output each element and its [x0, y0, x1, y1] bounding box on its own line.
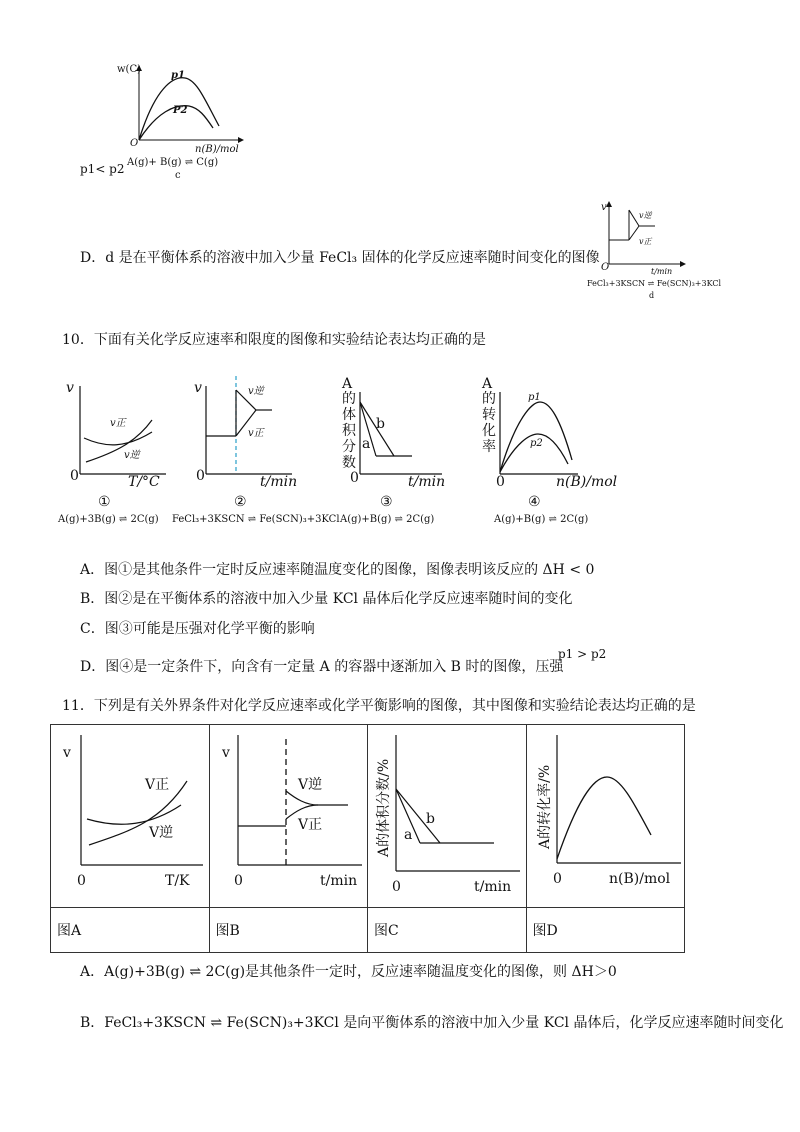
figure-b — [210, 725, 368, 903]
reaction: FeCl₃+3KSCN ⇌ Fe(SCN)₃+3KCl — [587, 279, 722, 288]
origin-label: 0 — [392, 879, 401, 895]
curve-p1 — [500, 402, 572, 472]
y-label: A的转化率/% — [536, 764, 553, 849]
v-fwd-label: V正 — [145, 777, 170, 793]
v-rev-label: v逆 — [124, 450, 140, 461]
q10-stem: 10．下面有关化学反应速率和限度的图像和实验结论表达均正确的是 — [62, 332, 486, 348]
q10-figure-4 — [476, 372, 626, 527]
q11-option-b: B．FeCl₃+3KSCN ⇌ Fe(SCN)₃+3KCl 是向平衡体系的溶液中加入少量 KCl 晶体后，化学反应速率随时间变化 — [80, 1015, 784, 1031]
y-label-char-5: 分 — [342, 439, 356, 455]
a-label: a — [362, 436, 371, 452]
a-label: a — [404, 827, 413, 843]
y-label-char-1: A — [342, 376, 353, 392]
figure-tag: d — [649, 291, 655, 300]
origin-label: 0 — [70, 468, 79, 484]
reaction: A(g)+ B(g) ⇌ C(g) — [127, 157, 219, 168]
label-figure-c: 图C — [368, 908, 527, 953]
figure-number: ③ — [380, 494, 393, 510]
x-label: t/min — [651, 267, 673, 276]
x-label: n(B)/mol — [556, 474, 618, 490]
y-label-char-2: 的 — [482, 391, 496, 407]
figure-c — [115, 58, 245, 183]
q10-option-d: D．图④是一定条件下，向含有一定量 A 的容器中逐渐加入 B 时的图像，压强 — [80, 659, 564, 675]
x-label: n(B)/mol — [195, 144, 239, 155]
x-label: n(B)/mol — [608, 871, 670, 887]
figure-d — [527, 725, 685, 903]
y-label: v — [601, 202, 607, 213]
q11-figure-table — [50, 724, 685, 953]
v-fwd-label: v正 — [639, 237, 652, 246]
label-figure-d: 图D — [526, 908, 685, 953]
v-rev-label: v逆 — [248, 386, 264, 397]
x-label: t/min — [319, 873, 357, 889]
y-label: A的体积分数/% — [376, 758, 392, 857]
reaction: A(g)+B(g) ⇌ 2C(g) — [340, 514, 435, 525]
v-fwd-label: v正 — [110, 418, 126, 429]
x-label: t/min — [474, 879, 512, 895]
y-label-char-2: 的 — [342, 391, 356, 407]
curve-conversion — [557, 777, 651, 859]
y-label-char-4: 积 — [342, 423, 356, 439]
v-fwd-label: v正 — [248, 428, 264, 439]
y-label: v — [63, 745, 71, 761]
figure-number: ② — [234, 494, 247, 510]
reaction: A(g)+B(g) ⇌ 2C(g) — [494, 514, 589, 525]
q11-stem: 11．下列是有关外界条件对化学反应速率或化学平衡影响的图像，其中图像和实验结论表达均正确的是 — [62, 698, 696, 714]
q11-option-a: A．A(g)+3B(g) ⇌ 2C(g)是其他条件一定时，反应速率随温度变化的图像，则 ΔH＞0 — [80, 964, 617, 980]
q10-figure-2 — [172, 372, 352, 527]
origin-label: 0 — [77, 873, 86, 889]
v-rev-label: v逆 — [639, 211, 652, 220]
label-figure-a: 图A — [51, 908, 210, 953]
origin-label: O — [130, 138, 139, 149]
p1-label: p1 — [171, 70, 185, 81]
q10-figure-1 — [56, 372, 176, 527]
x-label: t/min — [260, 474, 298, 490]
origin-label: 0 — [350, 470, 359, 486]
figure-d — [585, 196, 730, 304]
v-fwd-label: V正 — [297, 817, 322, 833]
v-rev-label: V逆 — [297, 777, 322, 793]
condition-p1-p2: p1< p2 — [80, 162, 125, 176]
y-label-char-1: A — [482, 376, 493, 392]
q10-option-d-pressure: p1 > p2 — [558, 647, 607, 661]
y-label-char-4: 化 — [482, 423, 496, 439]
y-label: v — [66, 380, 74, 396]
curve-v-rev — [84, 432, 152, 445]
x-label: T/°C — [128, 474, 160, 490]
cell-figure-c — [368, 725, 527, 908]
prev-option-d: D．d 是在平衡体系的溶液中加入少量 FeCl₃ 固体的化学反应速率随时间变化的图像 — [80, 250, 600, 266]
origin-label: O — [601, 262, 610, 273]
cell-figure-a — [51, 725, 210, 908]
label-figure-b: 图B — [209, 908, 368, 953]
x-label: T/K — [165, 873, 190, 889]
origin-label: 0 — [196, 468, 205, 484]
p2-label: p2 — [530, 438, 543, 449]
y-label: v — [221, 745, 230, 761]
cell-figure-b — [209, 725, 368, 908]
figure-number: ① — [98, 494, 111, 510]
y-label-char-6: 数 — [342, 455, 356, 471]
curve-v-rev — [87, 805, 181, 824]
origin-label: 0 — [233, 873, 243, 889]
q10-figure-3 — [332, 372, 462, 527]
figure-tag: c — [175, 170, 181, 181]
q10-option-b: B．图②是在平衡体系的溶液中加入少量 KCl 晶体后化学反应速率随时间的变化 — [80, 591, 573, 607]
b-label: b — [426, 811, 435, 827]
q10-option-c: C．图③可能是压强对化学平衡的影响 — [80, 621, 315, 637]
p2-label: P2 — [173, 105, 188, 116]
origin-label: 0 — [552, 871, 562, 887]
v-rev-label: V逆 — [149, 825, 174, 841]
reaction: FeCl₃+3KSCN ⇌ Fe(SCN)₃+3KCl — [172, 514, 340, 525]
p1-label: p1 — [528, 392, 541, 403]
cell-figure-d — [526, 725, 685, 908]
figure-a — [51, 725, 209, 903]
figure-c — [368, 725, 526, 903]
x-label: t/min — [408, 474, 446, 490]
y-label-char-3: 体 — [342, 407, 356, 423]
y-label: w(C) — [117, 64, 142, 75]
b-label: b — [376, 416, 385, 432]
y-label-char-3: 转 — [482, 407, 496, 423]
reaction: A(g)+3B(g) ⇌ 2C(g) — [58, 514, 159, 525]
q10-option-a: A．图①是其他条件一定时反应速率随温度变化的图像，图像表明该反应的 ΔH < 0 — [80, 562, 595, 578]
figure-number: ④ — [528, 494, 541, 510]
y-label: v — [194, 380, 202, 396]
origin-label: 0 — [496, 474, 505, 490]
y-label-char-5: 率 — [482, 439, 496, 455]
